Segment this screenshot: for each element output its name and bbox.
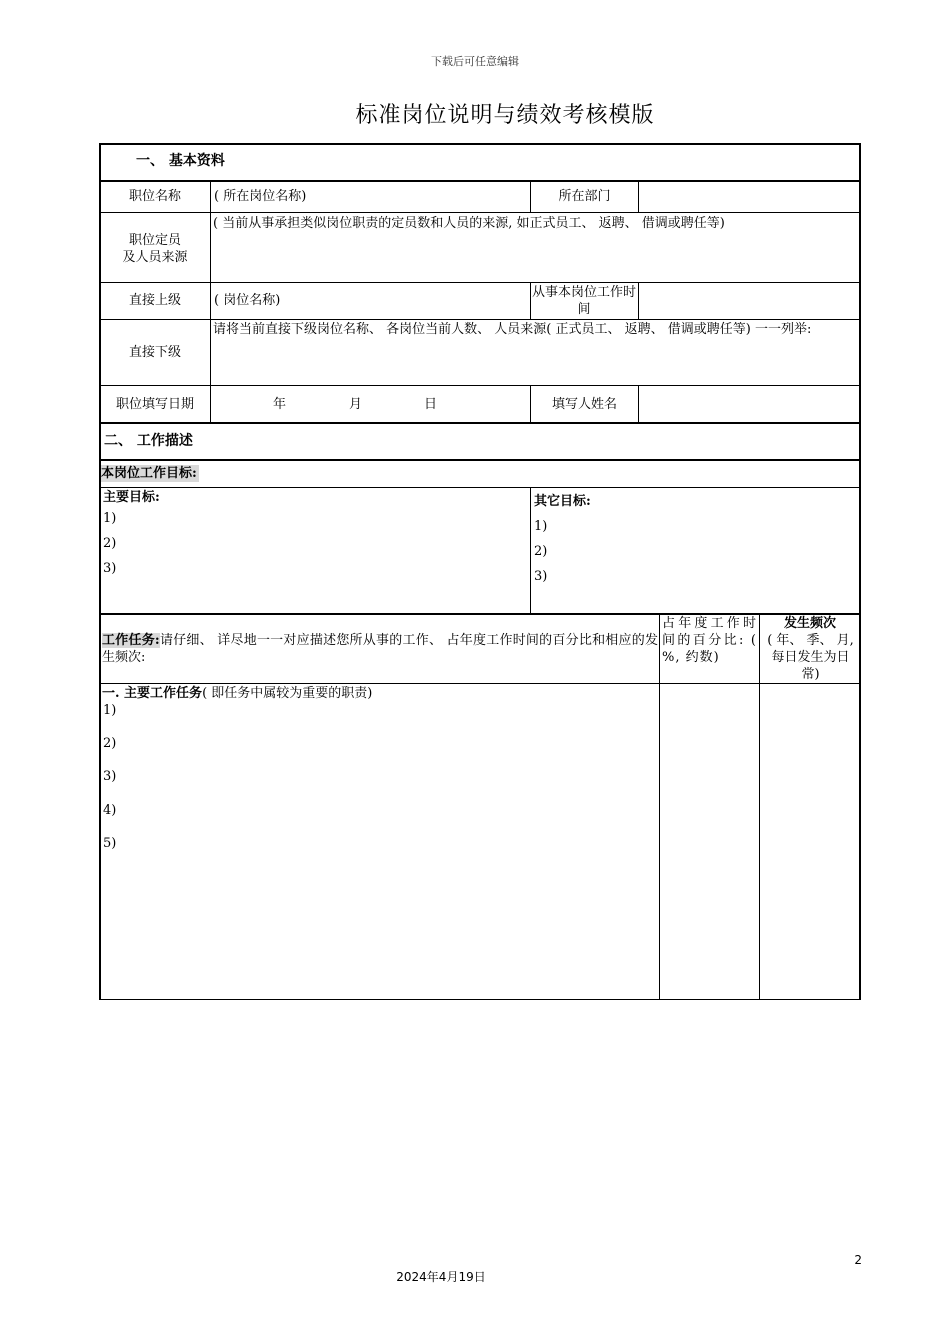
tasks-description: 请仔细、 详尽地一一对应描述您所从事的工作、 占年度工作时间的百分比和相应的发生频次: — [102, 633, 658, 665]
goal-heading: 本岗位工作目标: — [101, 466, 197, 481]
document-title: 标准岗位说明与绩效考核模版 — [355, 103, 655, 128]
fill-date-day[interactable]: 日 — [424, 397, 438, 412]
main-task-item[interactable]: 5) — [103, 836, 117, 851]
rule — [99, 282, 861, 283]
percent-column-header: 占年度工作时间的百分比: ( %, 约数) — [662, 616, 757, 665]
header-note: 下载后可任意编辑 — [431, 55, 519, 68]
fill-date-month[interactable]: 月 — [349, 397, 363, 412]
page-number: 2 — [854, 1253, 862, 1267]
frequency-column-desc: ( 年、 季、 月, 每日发生为日常) — [767, 633, 854, 682]
frequency-column-title: 发生频次 — [783, 616, 836, 631]
main-tasks-heading — [102, 685, 372, 702]
rule — [99, 459, 861, 461]
footer-date: 2024年4月19日 — [396, 1270, 486, 1284]
main-task-item[interactable]: 4) — [103, 803, 117, 818]
tasks-instruction — [102, 632, 658, 666]
fill-date-year[interactable]: 年 — [273, 397, 287, 412]
rule — [99, 385, 861, 386]
staffing-value[interactable]: ( 当前从事承担类似岗位职责的定员数和人员的来源, 如正式员工、 返聘、 借调或聘任等) — [213, 216, 725, 231]
other-goals-label: 其它目标: — [534, 494, 591, 509]
rule — [99, 422, 861, 424]
filler-name-label: 填写人姓名 — [551, 397, 617, 412]
other-goal-item[interactable]: 2) — [534, 544, 548, 559]
position-name-label: 职位名称 — [128, 189, 181, 204]
section-heading-basic-info: 一、 基本资料 — [136, 153, 225, 169]
rule — [759, 613, 760, 1000]
staffing-label-line1: 职位定员 — [128, 233, 181, 248]
main-tasks-label: 一. 主要工作任务 — [102, 686, 203, 701]
department-label: 所在部门 — [558, 189, 611, 204]
main-goal-item[interactable]: 2) — [103, 536, 117, 551]
rule — [210, 319, 211, 385]
tasks-label: 工作任务: — [102, 633, 160, 648]
rule — [99, 487, 861, 488]
rule — [210, 385, 211, 422]
subordinate-value[interactable]: 请将当前直接下级岗位名称、 各岗位当前人数、 人员来源( 正式员工、 返聘、 借调或聘任等) 一一列举: — [213, 322, 812, 337]
tenure-label: 从事本岗位工作时间 — [532, 285, 637, 317]
job-description-form — [99, 143, 861, 1000]
main-task-item[interactable]: 3) — [103, 769, 117, 784]
supervisor-label: 直接上级 — [128, 293, 181, 308]
staffing-label-line2: 及人员来源 — [122, 250, 188, 265]
rule — [210, 212, 211, 282]
rule — [659, 613, 660, 1000]
filler-name-field[interactable] — [643, 396, 857, 413]
main-goal-item[interactable]: 1) — [103, 511, 117, 526]
rule — [99, 319, 861, 320]
rule — [210, 282, 211, 319]
main-task-item[interactable]: 2) — [103, 736, 117, 751]
subordinate-label: 直接下级 — [128, 345, 181, 360]
rule — [530, 282, 531, 319]
section-heading-job-description: 二、 工作描述 — [104, 433, 193, 449]
rule — [638, 282, 639, 319]
main-task-item[interactable]: 1) — [103, 703, 117, 718]
tenure-field[interactable] — [643, 292, 857, 309]
supervisor-value[interactable]: ( 岗位名称) — [214, 293, 281, 308]
main-tasks-note: ( 即任务中属较为重要的职责) — [202, 686, 373, 701]
rule — [210, 180, 211, 212]
rule — [638, 385, 639, 422]
rule — [638, 180, 639, 212]
rule — [99, 683, 861, 684]
position-name-value[interactable]: ( 所在岗位名称) — [214, 189, 307, 204]
rule — [530, 487, 531, 613]
main-goal-item[interactable]: 3) — [103, 561, 117, 576]
rule — [99, 180, 861, 182]
other-goal-item[interactable]: 3) — [534, 569, 548, 584]
department-field[interactable] — [643, 188, 857, 205]
fill-date-label: 职位填写日期 — [115, 397, 194, 412]
main-goals-label: 主要目标: — [103, 490, 160, 505]
rule — [99, 212, 861, 213]
other-goal-item[interactable]: 1) — [534, 519, 548, 534]
